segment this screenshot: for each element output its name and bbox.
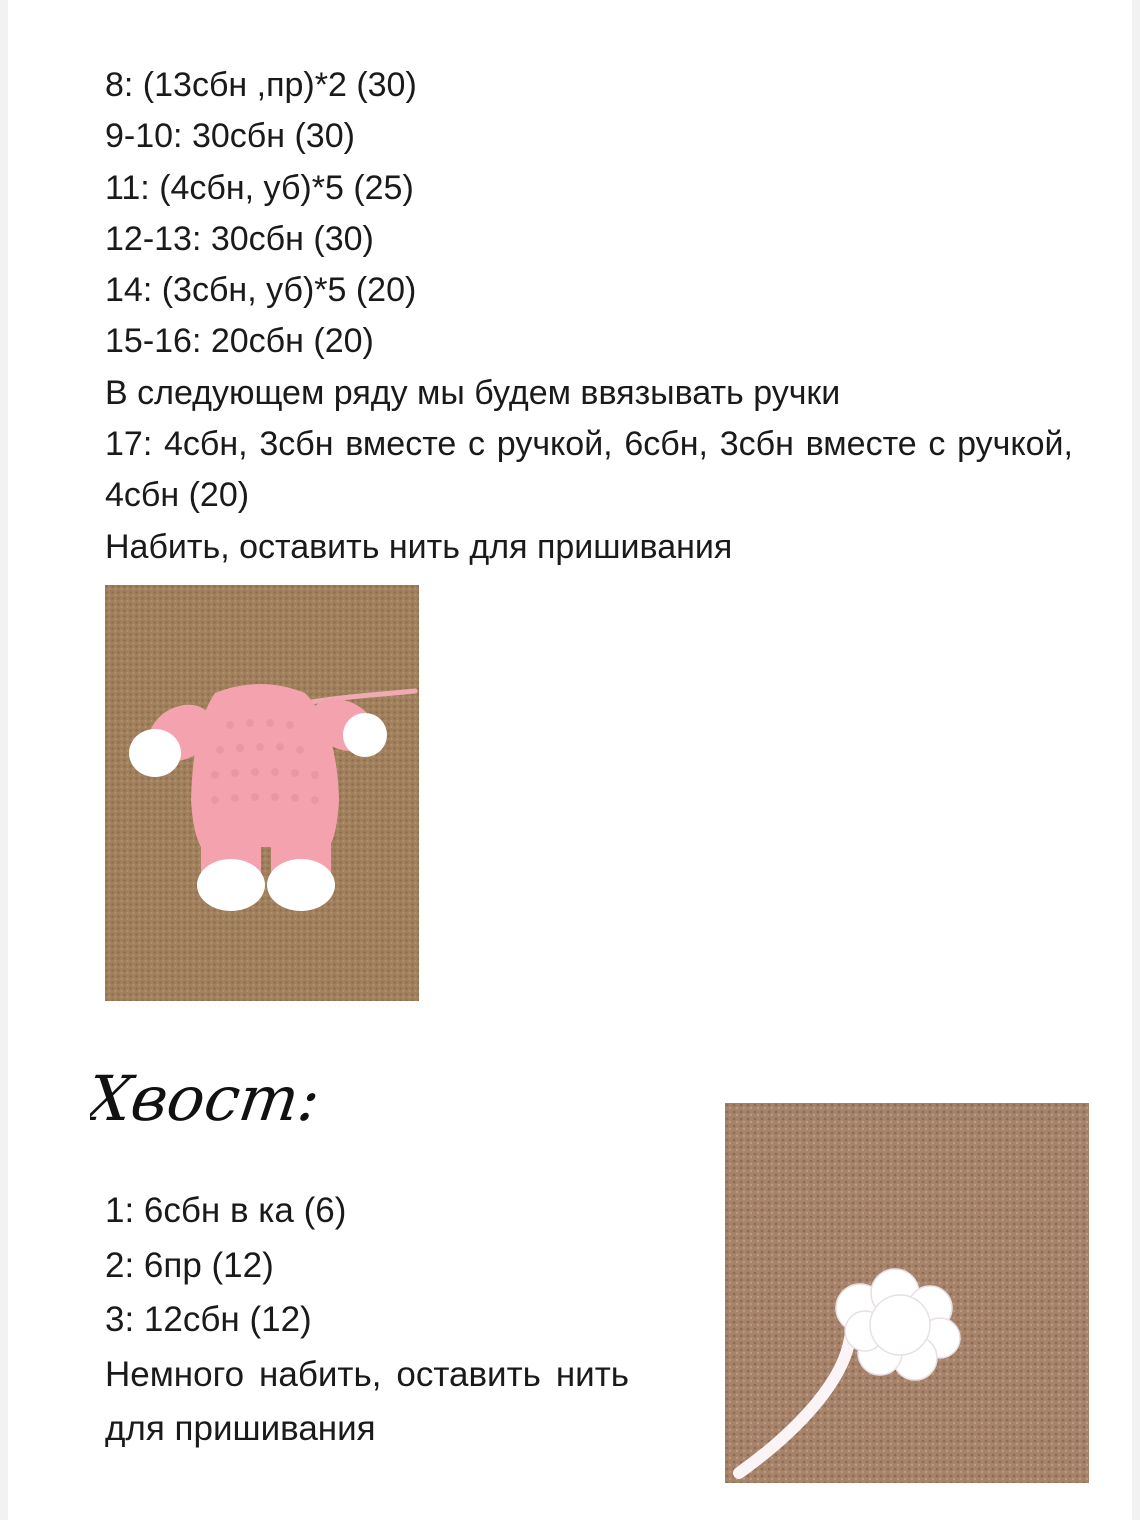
pattern-row: 12-13: 30сбн (30) (105, 219, 374, 258)
tail-heading (90, 1052, 330, 1142)
pattern-note: Немного набить, оставить нить для пришивания (105, 1354, 629, 1448)
pattern-row: 3: 12сбн (12) (105, 1300, 312, 1339)
body-pattern-rows (105, 60, 1073, 573)
tail-pattern-rows (105, 1184, 629, 1457)
tail-heading-text: Хвост: (90, 1062, 325, 1135)
pattern-note: В следующем ряду мы будем ввязывать ручки (105, 373, 841, 412)
pattern-row: 15-16: 20сбн (20) (105, 322, 374, 361)
pattern-row: 14: (3сбн, уб)*5 (20) (105, 271, 417, 310)
body-photo (105, 585, 419, 1001)
pattern-note: Набить, оставить нить для пришивания (105, 527, 733, 566)
pattern-row: 8: (13сбн ,пр)*2 (30) (105, 66, 417, 104)
pattern-row: 1: 6сбн в ка (6) (105, 1191, 347, 1230)
pattern-row: 2: 6пр (12) (105, 1245, 274, 1285)
document-page (8, 0, 1132, 1520)
pattern-row: 9-10: 30сбн (30) (105, 117, 355, 156)
pattern-row: 11: (4сбн, уб)*5 (25) (105, 168, 414, 207)
tail-photo (725, 1103, 1089, 1483)
pattern-row: 17: 4сбн, 3сбн вместе с ручкой, 6сбн, 3сбн вместе с ручкой, 4сбн (20) (105, 425, 1073, 515)
